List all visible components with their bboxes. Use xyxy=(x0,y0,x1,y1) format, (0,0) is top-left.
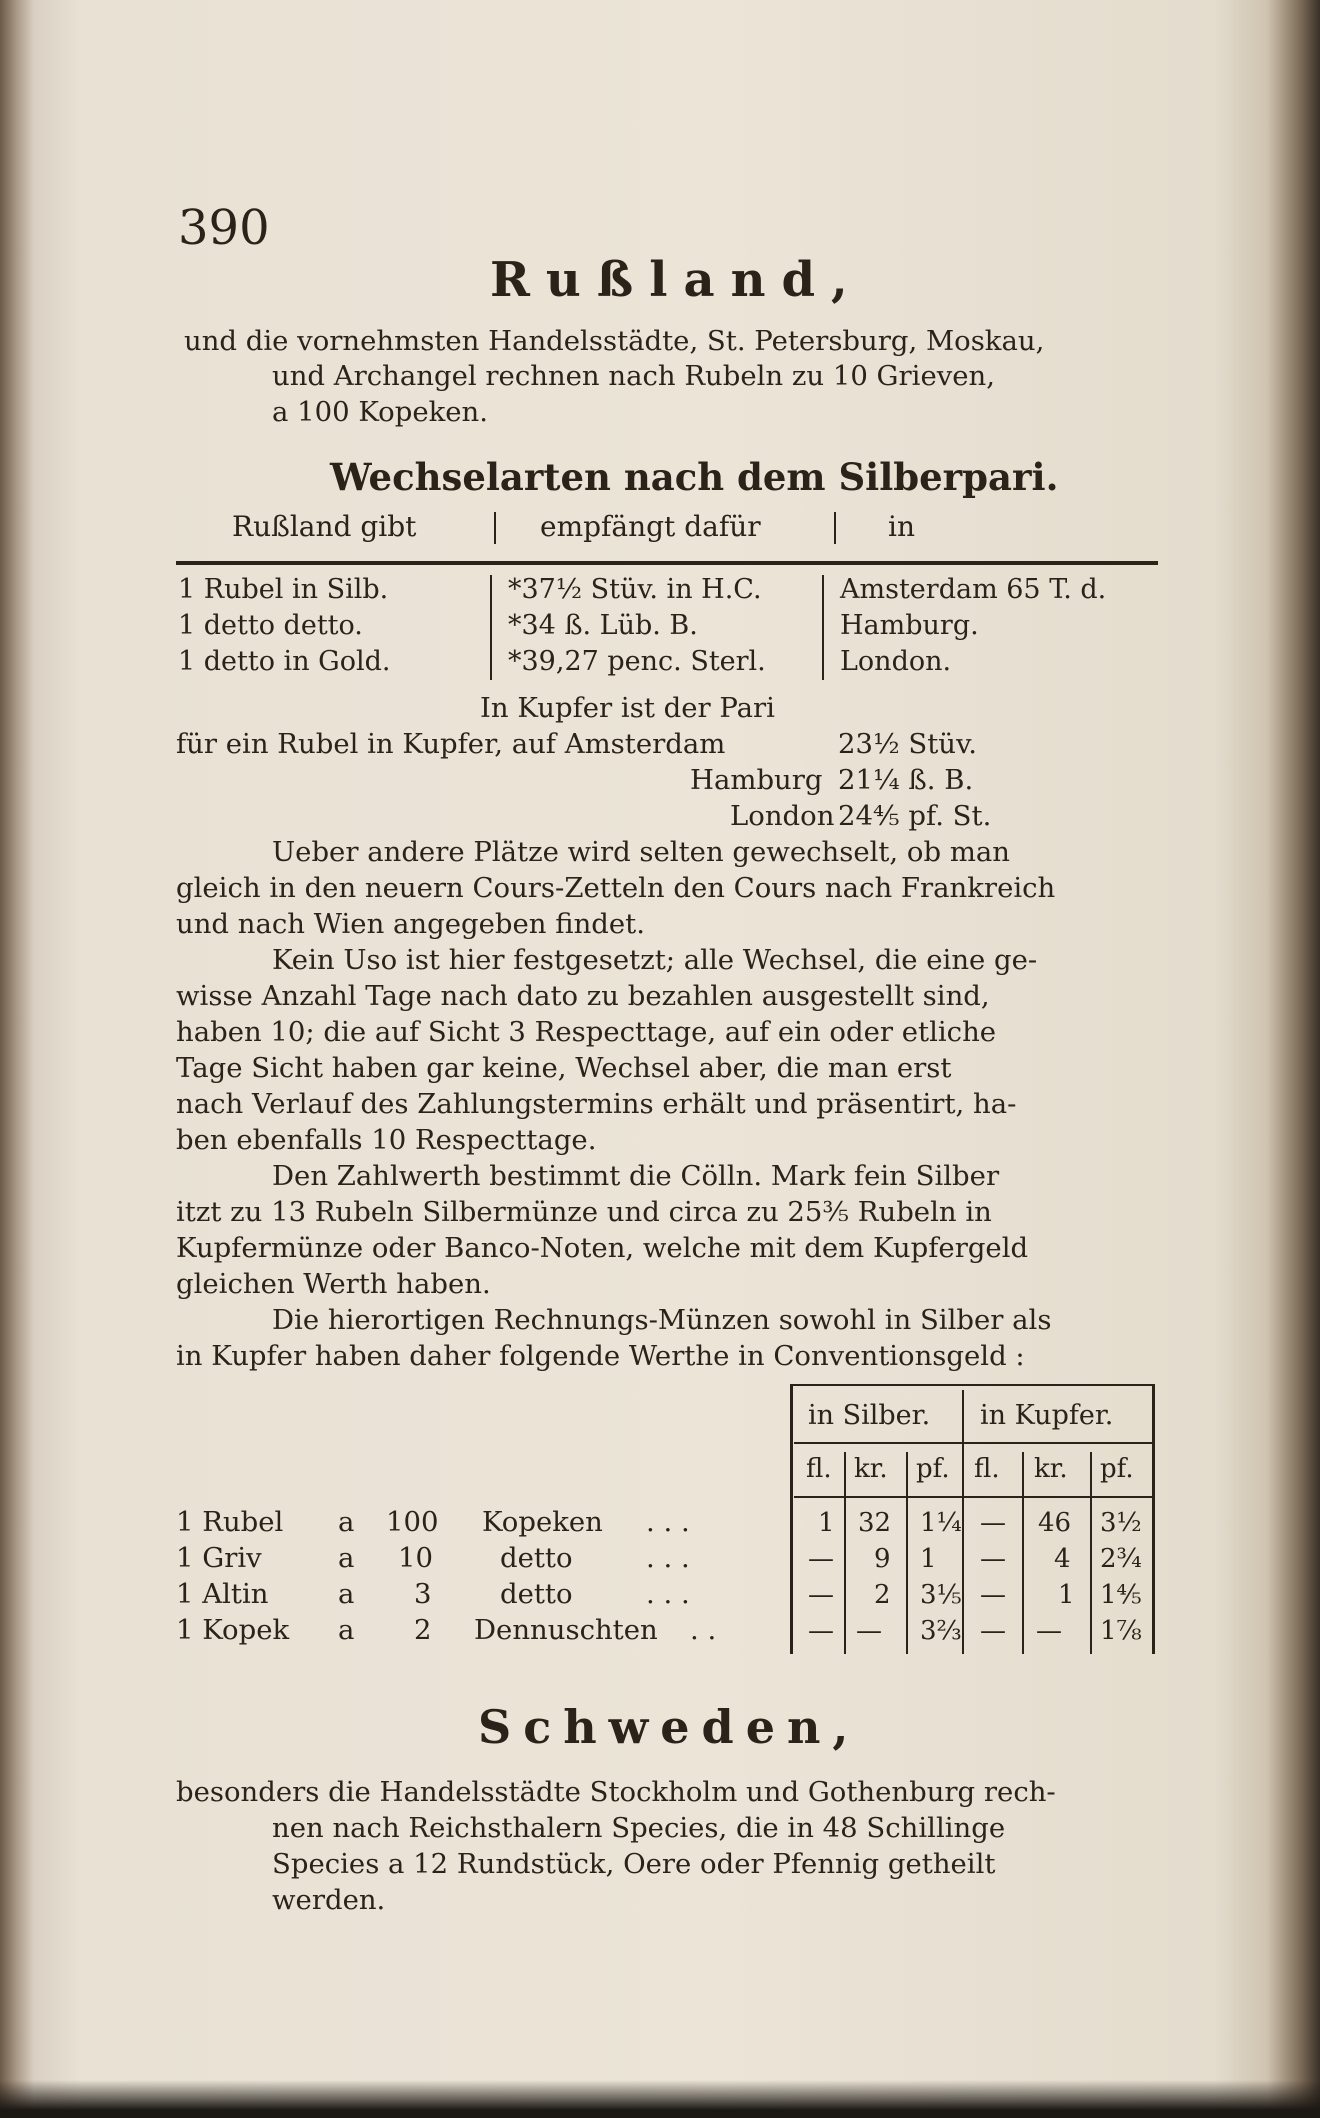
exchange-heading: Wechselarten nach dem Silberpari. xyxy=(330,455,1059,499)
table-right-rule xyxy=(1152,1384,1155,1654)
paragraph-1-line-1: Ueber andere Plätze wird selten gewechselt, ob man xyxy=(272,836,1011,868)
paragraph-3-line-2: itzt zu 13 Rubeln Silbermünze und circa zu 25⅗ Rubeln in xyxy=(176,1196,992,1228)
unit-divider xyxy=(1022,1452,1024,1654)
paragraph-3-line-1: Den Zahlwerth bestimmt die Cölln. Mark fein Silber xyxy=(272,1160,1000,1192)
coin-row-1-a: a xyxy=(338,1506,355,1538)
coin-row-3-dots: . . . xyxy=(646,1578,690,1610)
russia-intro-line-3: a 100 Kopeken. xyxy=(272,396,488,428)
coin-row-4-name: 1 Kopek xyxy=(176,1614,290,1646)
group-header-copper: in Kupfer. xyxy=(980,1400,1114,1431)
coin-row-2-silver-fl: — xyxy=(808,1544,834,1574)
table-group-divider xyxy=(962,1390,964,1654)
paragraph-2-line-6: ben ebenfalls 10 Respecttage. xyxy=(176,1124,597,1156)
unit-divider xyxy=(1090,1452,1092,1654)
col-header-in: in xyxy=(888,510,915,543)
coin-row-1-qty: 100 xyxy=(386,1506,439,1538)
coin-row-4-a: a xyxy=(338,1614,355,1646)
copper-value-london: 24⅘ pf. St. xyxy=(838,800,992,832)
paragraph-2-line-5: nach Verlauf des Zahlungstermins erhält und präsentirt, ha- xyxy=(176,1088,1017,1120)
sweden-intro-line-1: besonders die Handelsstädte Stockholm und Gothenburg rech- xyxy=(176,1776,1056,1808)
page-number: 390 xyxy=(178,200,270,256)
exchange-row-1-place: Amsterdam 65 T. d. xyxy=(840,574,1107,605)
unit-header-silver-fl: fl. xyxy=(806,1454,832,1484)
group-header-rule xyxy=(794,1442,1152,1444)
paragraph-1-line-3: und nach Wien angegeben findet. xyxy=(176,908,645,940)
column-divider xyxy=(490,575,492,680)
section-title-russia: Rußland, xyxy=(490,252,864,308)
coin-row-1-dots: . . . xyxy=(646,1506,690,1538)
coin-row-4-copper-pf: 1⅞ xyxy=(1100,1616,1142,1646)
coin-row-2-copper-pf: 2¾ xyxy=(1100,1544,1142,1574)
sweden-intro-line-4: werden. xyxy=(272,1884,386,1916)
paragraph-4-line-1: Die hierortigen Rechnungs-Münzen sowohl in Silber als xyxy=(272,1304,1052,1336)
coin-row-1-copper-pf: 3½ xyxy=(1100,1508,1142,1538)
coin-row-2-unit: detto xyxy=(500,1542,573,1574)
coin-row-3-qty: 3 xyxy=(414,1578,432,1610)
table-top-rule xyxy=(790,1384,1154,1386)
coin-row-4-dots: . . xyxy=(690,1614,717,1646)
coin-row-3-copper-kr: 1 xyxy=(1058,1580,1075,1610)
col-header-receives: empfängt dafür xyxy=(540,510,761,543)
coin-row-2-silver-pf: 1 xyxy=(920,1544,937,1574)
header-rule xyxy=(176,561,1158,565)
sweden-intro-line-2: nen nach Reichsthalern Species, die in 48 Schillinge xyxy=(272,1812,1006,1844)
coin-row-1-copper-kr: 46 xyxy=(1038,1508,1072,1538)
unit-header-copper-kr: kr. xyxy=(1034,1454,1068,1484)
coin-row-4-silver-fl: — xyxy=(808,1616,834,1646)
russia-intro-line-1: und die vornehmsten Handelsstädte, St. Petersburg, Moskau, xyxy=(184,325,1045,357)
sweden-intro-line-3: Species a 12 Rundstück, Oere oder Pfennig getheilt xyxy=(272,1848,996,1880)
coin-row-1-silver-fl: 1 xyxy=(818,1508,835,1538)
coin-row-1-silver-kr: 32 xyxy=(858,1508,892,1538)
paragraph-2-line-1: Kein Uso ist hier festgesetzt; alle Wechsel, die eine ge- xyxy=(272,944,1038,976)
column-divider xyxy=(494,512,496,544)
paragraph-3-line-3: Kupfermünze oder Banco-Noten, welche mit dem Kupfergeld xyxy=(176,1232,1029,1264)
coin-row-1-name: 1 Rubel xyxy=(176,1506,284,1538)
coin-row-4-silver-kr: — xyxy=(856,1616,882,1646)
unit-header-copper-pf: pf. xyxy=(1100,1454,1134,1484)
russia-intro-line-2: und Archangel rechnen nach Rubeln zu 10 Grieven, xyxy=(272,360,996,392)
exchange-row-2-gives: 1 detto detto. xyxy=(178,610,363,641)
coin-row-3-name: 1 Altin xyxy=(176,1578,269,1610)
copper-heading: In Kupfer ist der Pari xyxy=(480,692,775,724)
exchange-row-1-receives: *37½ Stüv. in H.C. xyxy=(508,574,762,605)
coin-row-2-silver-kr: 9 xyxy=(874,1544,891,1574)
unit-header-rule xyxy=(794,1496,1152,1498)
unit-header-silver-kr: kr. xyxy=(854,1454,888,1484)
coin-row-1-copper-fl: — xyxy=(980,1508,1006,1538)
coin-row-3-silver-fl: — xyxy=(808,1580,834,1610)
copper-intro: für ein Rubel in Kupfer, auf Amsterdam xyxy=(176,728,726,760)
coin-row-1-unit: Kopeken xyxy=(482,1506,603,1538)
paragraph-2-line-4: Tage Sicht haben gar keine, Wechsel aber, die man erst xyxy=(176,1052,952,1084)
coin-row-3-copper-fl: — xyxy=(980,1580,1006,1610)
paragraph-1-line-2: gleich in den neuern Cours-Zetteln den Cours nach Frankreich xyxy=(176,872,1056,904)
coin-row-4-silver-pf: 3⅔ xyxy=(920,1616,962,1646)
section-title-sweden: Schweden, xyxy=(478,1700,861,1754)
exchange-row-2-receives: *34 ß. Lüb. B. xyxy=(508,610,698,641)
unit-divider xyxy=(906,1452,908,1654)
coin-row-2-a: a xyxy=(338,1542,355,1574)
paragraph-2-line-3: haben 10; die auf Sicht 3 Respecttage, auf ein oder etliche xyxy=(176,1016,997,1048)
coin-row-3-silver-pf: 3⅕ xyxy=(920,1580,962,1610)
coin-row-2-qty: 10 xyxy=(398,1542,433,1574)
coin-row-2-copper-fl: — xyxy=(980,1544,1006,1574)
coin-row-4-copper-fl: — xyxy=(980,1616,1006,1646)
coin-row-2-name: 1 Griv xyxy=(176,1542,262,1574)
paragraph-3-line-4: gleichen Werth haben. xyxy=(176,1268,491,1300)
group-header-silver: in Silber. xyxy=(808,1400,931,1431)
coin-row-4-qty: 2 xyxy=(414,1614,432,1646)
copper-place-london: London xyxy=(730,800,835,832)
coin-row-1-silver-pf: 1¼ xyxy=(920,1508,962,1538)
table-left-rule xyxy=(790,1384,793,1654)
exchange-row-3-place: London. xyxy=(840,646,952,677)
coin-row-2-copper-kr: 4 xyxy=(1054,1544,1071,1574)
exchange-row-1-gives: 1 Rubel in Silb. xyxy=(178,574,389,605)
copper-value-hamburg: 21¼ ß. B. xyxy=(838,764,974,796)
coin-row-3-unit: detto xyxy=(500,1578,573,1610)
column-divider xyxy=(834,512,836,544)
unit-header-copper-fl: fl. xyxy=(974,1454,1000,1484)
unit-header-silver-pf: pf. xyxy=(916,1454,950,1484)
paragraph-2-line-2: wisse Anzahl Tage nach dato zu bezahlen ausgestellt sind, xyxy=(176,980,990,1012)
exchange-row-3-receives: *39,27 penc. Sterl. xyxy=(508,646,766,677)
copper-value-amsterdam: 23½ Stüv. xyxy=(838,728,978,760)
coin-row-3-silver-kr: 2 xyxy=(874,1580,891,1610)
coin-row-4-unit: Dennuschten xyxy=(474,1614,658,1646)
coin-row-2-dots: . . . xyxy=(646,1542,690,1574)
exchange-row-3-gives: 1 detto in Gold. xyxy=(178,646,391,677)
column-divider xyxy=(822,575,824,680)
coin-row-3-copper-pf: 1⅘ xyxy=(1100,1580,1142,1610)
paragraph-4-line-2: in Kupfer haben daher folgende Werthe in Conventionsgeld : xyxy=(176,1340,1025,1372)
exchange-row-2-place: Hamburg. xyxy=(840,610,979,641)
coin-row-4-copper-kr: — xyxy=(1036,1616,1062,1646)
copper-place-hamburg: Hamburg xyxy=(690,764,823,796)
col-header-gives: Rußland gibt xyxy=(232,510,417,543)
coin-row-3-a: a xyxy=(338,1578,355,1610)
unit-divider xyxy=(844,1452,846,1654)
